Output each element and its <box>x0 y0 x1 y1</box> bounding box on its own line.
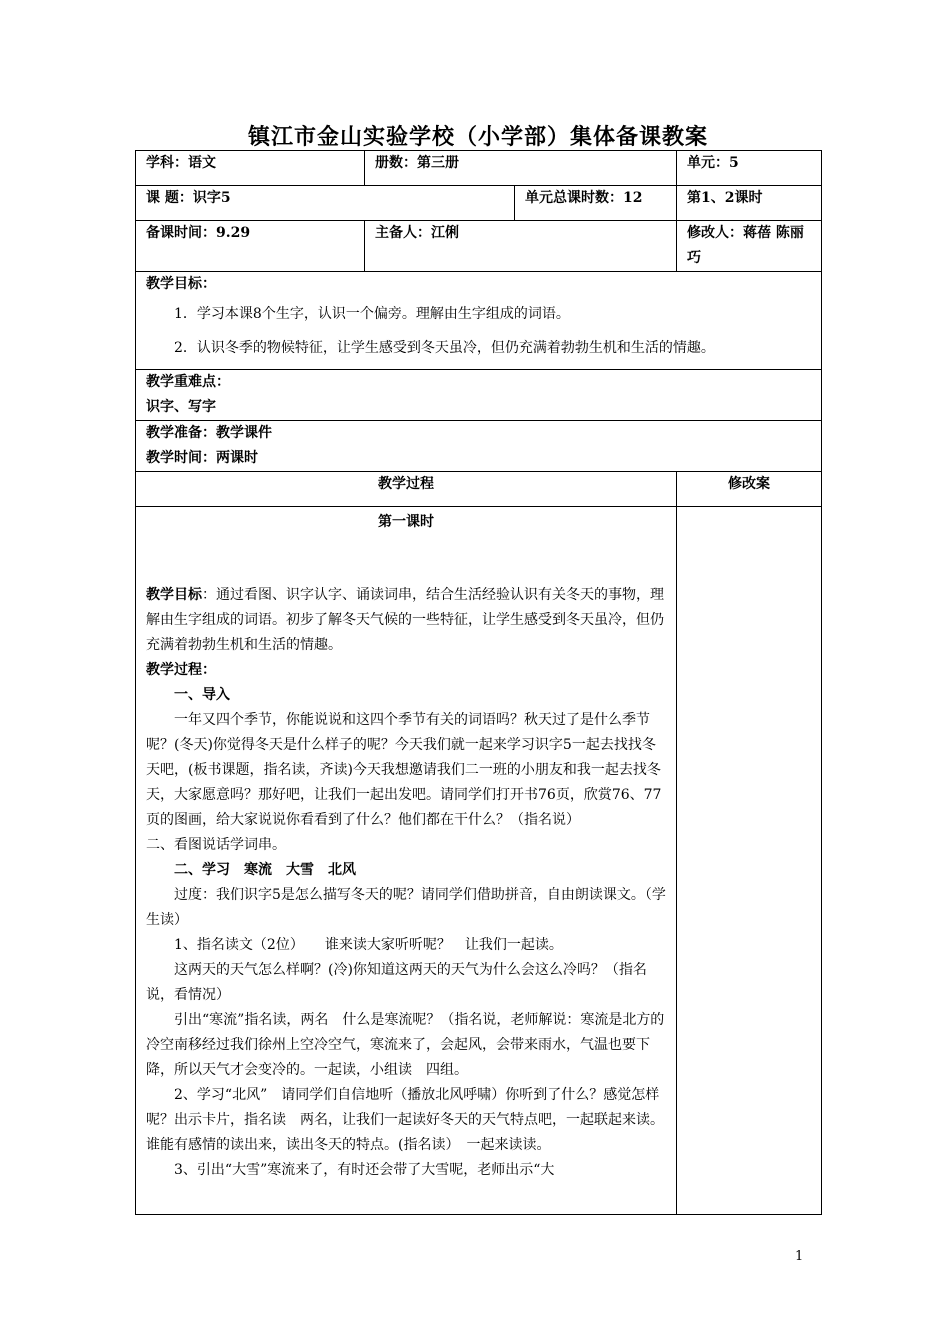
section-words: 二、学习 寒流 大雪 北风 <box>174 862 356 878</box>
process-header-row <box>136 472 822 507</box>
subject-cell: 学科：语文 <box>136 151 365 186</box>
revision-header: 修改案 <box>677 472 822 507</box>
key-points-label: 教学重难点： <box>146 374 230 390</box>
header-row-1 <box>136 151 822 186</box>
header-row-3 <box>136 221 822 272</box>
reviser-cell: 修改人：蒋蓓 陈丽巧 <box>677 221 822 272</box>
spacer <box>146 535 666 583</box>
topic-cell: 课 题：识字5 <box>136 186 515 221</box>
paragraph-6: 2、学习“北风” 请同学们自信地听（播放北风呼啸）你听到了什么？感觉怎样呢？出示卡片，指名读 两名，让我们一起读好冬天的天气特点吧，一起联起来读。谁能有感情的读出来，读出冬天的特点。(指名读） 一起来读读。 <box>146 1087 664 1153</box>
lesson-goal-text: ：通过看图、识字认字、诵读词串，结合生活经验认识有关冬天的事物，理解由生字组成的词语。初步了解冬天气候的一些特征，让学生感受到冬天虽冷，但仍充满着勃勃生机和生活的情趣。 <box>146 587 664 653</box>
paragraph-1: 一年又四个季节，你能说说和这四个季节有关的词语吗？秋天过了是什么季节呢？(冬天)你觉得冬天是什么样子的呢？今天我们就一起来学习识字5一起去找找冬天吧，(板书课题，指名读，齐读)今天我想邀请我们二一班的小朋友和我一起去找冬天，大家愿意吗？那好吧，让我们一起出发吧。请同学们打开书76页，欣赏76、77页的图画，给大家说说你看看到了什么？他们都在干什么？（指名说） <box>146 712 662 828</box>
lesson-plan-table <box>135 150 822 1215</box>
lesson-hours-cell: 第1、2课时 <box>677 186 822 221</box>
paragraph-3: 1、指名读文（2位） 谁来读大家听听呢？ 让我们一起读。 <box>174 937 563 953</box>
unit-cell: 单元：5 <box>677 151 822 186</box>
process-label <box>146 658 666 683</box>
preparation-row <box>136 421 822 472</box>
prep-time-cell: 备课时间：9.29 <box>136 221 365 272</box>
process-body-row <box>136 507 822 1215</box>
process-content <box>136 507 677 1215</box>
section-picture-talk: 二、看图说话学词串。 <box>146 837 286 853</box>
preparer-cell: 主备人：江俐 <box>365 221 677 272</box>
goal-item-2: 2．认识冬季的物候特征，让学生感受到冬天虽冷，但仍充满着勃勃生机和生活的情趣。 <box>174 340 715 356</box>
paragraph-7: 3、引出“大雪”寒流来了，有时还会带了大雪呢，老师出示“大 <box>174 1162 555 1178</box>
paragraph-4: 这两天的天气怎么样啊？(冷)你知道这两天的天气为什么会这么冷吗？（指名说，看情况） <box>146 962 647 1003</box>
volume-cell: 册数：第三册 <box>365 151 677 186</box>
goals-label: 教学目标： <box>146 276 216 292</box>
revision-content <box>677 507 822 1215</box>
key-points-row <box>136 370 822 421</box>
unit-hours-cell: 单元总课时数：12 <box>515 186 677 221</box>
paragraph-2: 过度：我们识字5是怎么描写冬天的呢？请同学们借助拼音，自由朗读课文。（学生读） <box>146 887 666 928</box>
section-intro: 一、导入 <box>174 687 230 703</box>
goals-row <box>136 272 822 370</box>
lesson-heading: 第一课时 <box>378 514 434 530</box>
key-points-text: 识字、写字 <box>146 399 216 415</box>
lesson-goal-label: 教学目标 <box>146 587 202 603</box>
goal-item-1: 1．学习本课8个生字，认识一个偏旁。理解由生字组成的词语。 <box>174 306 570 322</box>
process-header: 教学过程 <box>136 472 677 507</box>
materials-text: 教学准备：教学课件 <box>146 425 272 441</box>
page-title: 镇江市金山实验学校（小学部）集体备课教案 <box>247 124 708 150</box>
page-number: 1 <box>795 1249 804 1264</box>
header-row-2 <box>136 186 822 221</box>
process-label-text: 教学过程 <box>146 662 202 678</box>
process-label-colon: ： <box>202 662 216 678</box>
time-text: 教学时间：两课时 <box>146 450 258 466</box>
paragraph-5: 引出“寒流”指名读，两名 什么是寒流呢？（指名说，老师解说：寒流是北方的冷空南移经过我们徐州上空冷空气，寒流来了，会起风，会带来雨水，气温也要下降，所以天气才会变冷的。一起读，小组读 四组。 <box>146 1012 665 1078</box>
lesson-goal <box>146 583 666 658</box>
